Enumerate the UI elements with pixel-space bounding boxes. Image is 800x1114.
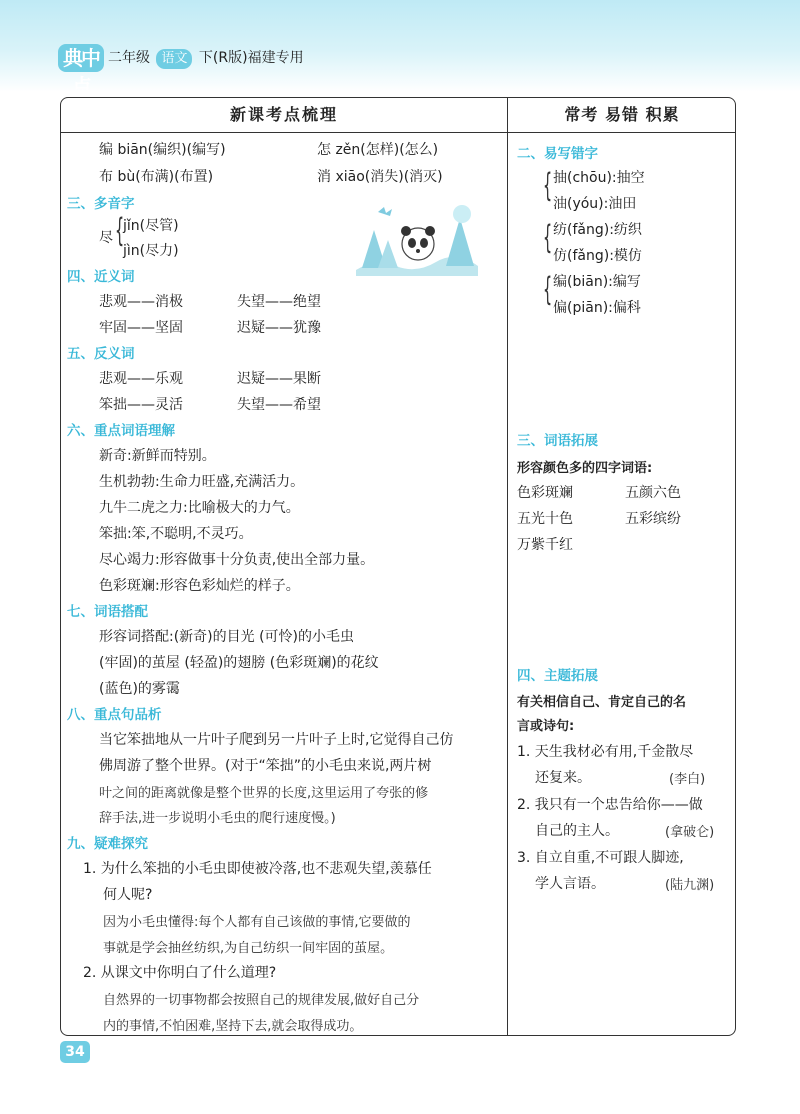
pinyin-item: 消 xiāo(消失)(消灭) — [317, 169, 443, 185]
section-title-error-prone: 二、易写错字 — [517, 146, 598, 162]
quote-author: (陆九渊) — [665, 878, 715, 893]
word-definition: 新奇:新鲜而特别。 — [99, 448, 216, 464]
antonym-pair: 笨拙——灵活 — [99, 397, 183, 413]
word-definition: 笨拙:笨,不聪明,不灵巧。 — [99, 526, 253, 542]
word-definition: 九牛二虎之力:比喻极大的力气。 — [99, 500, 300, 516]
sentence-note: 辞手法,进一步说明小毛虫的爬行速度慢。) — [99, 811, 336, 826]
brace-icon: { — [115, 211, 125, 249]
synonym-pair: 迟疑——犹豫 — [237, 320, 321, 336]
brace-icon: { — [543, 218, 553, 256]
synonym-pair: 失望——绝望 — [237, 294, 321, 310]
quote-author: (李白) — [669, 772, 706, 787]
idiom: 色彩斑斓 — [517, 485, 573, 501]
brand-logo: 典中点 — [58, 44, 104, 72]
answer: 因为小毛虫懂得:每个人都有自己该做的事情,它要做的 — [103, 915, 411, 930]
word-definition: 尽心竭力:形容做事十分负责,使出全部力量。 — [99, 552, 375, 568]
sentence-line: 当它笨拙地从一片叶子爬到另一片叶子上时,它觉得自己仿 — [99, 732, 454, 748]
section-title-theme-expansion: 四、主题拓展 — [517, 668, 598, 684]
pinyin-item: 编 biān(编织)(编写) — [99, 142, 226, 158]
left-column-title: 新课考点梳理 — [229, 105, 338, 124]
quote-line: 自己的主人。 — [535, 823, 619, 839]
idiom: 万紫千红 — [517, 537, 573, 553]
section-title-antonyms: 五、反义词 — [67, 346, 135, 362]
char-item: 偏(piān):偏科 — [553, 300, 641, 316]
answer: 内的事情,不怕困难,坚持下去,就会取得成功。 — [103, 1019, 363, 1034]
word-definition: 生机勃勃:生命力旺盛,充满活力。 — [99, 474, 305, 490]
char-item: 油(yóu):油田 — [553, 196, 637, 212]
char-item: 编(biān):编写 — [553, 274, 641, 290]
word-definition: 色彩斑斓:形容色彩灿烂的样子。 — [99, 578, 300, 594]
panda-illustration — [356, 200, 478, 276]
page-number: 34 — [60, 1041, 90, 1063]
section-title-key-words: 六、重点词语理解 — [67, 423, 175, 439]
section-title-inquiry: 九、疑难探究 — [67, 836, 148, 852]
section-title-synonyms: 四、近义词 — [67, 269, 135, 285]
idiom: 五颜六色 — [625, 485, 681, 501]
answer: 事就是学会抽丝纺织,为自己纺织一间牢固的茧屋。 — [103, 941, 394, 956]
right-column — [513, 134, 733, 1034]
section-title-sentence-analysis: 八、重点句品析 — [67, 707, 162, 723]
expansion-subtitle: 形容颜色多的四字词语: — [517, 461, 653, 476]
question: 1. 为什么笨拙的小毛虫即使被冷落,也不悲观失望,羡慕任 — [83, 861, 432, 877]
synonym-pair: 牢固——坚固 — [99, 320, 183, 336]
column-divider — [507, 98, 508, 1035]
question: 何人呢? — [103, 887, 153, 903]
antonym-pair: 失望——希望 — [237, 397, 321, 413]
char-item: 抽(chōu):抽空 — [553, 170, 645, 186]
antonym-pair: 悲观——乐观 — [99, 371, 183, 387]
quote-line: 2. 我只有一个忠告给你——做 — [517, 797, 703, 813]
pinyin-item: 怎 zěn(怎样)(怎么) — [317, 142, 439, 158]
header-title — [108, 48, 304, 69]
antonym-pair: 迟疑——果断 — [237, 371, 321, 387]
content-frame — [60, 97, 736, 1036]
quote-line: 3. 自立自重,不可跟人脚迹, — [517, 850, 684, 866]
polyphone-reading: jìn(尽力) — [123, 243, 179, 259]
brace-icon: { — [543, 270, 553, 308]
polyphone-reading: jǐn(尽管) — [123, 218, 179, 234]
idiom: 五光十色 — [517, 511, 573, 527]
theme-subtitle: 言或诗句: — [517, 719, 575, 734]
theme-subtitle: 有关相信自己、肯定自己的名 — [517, 695, 687, 710]
section-title-polyphone: 三、多音字 — [67, 196, 135, 212]
collocation-line: (牢固)的茧屋 (轻盈)的翅膀 (色彩斑斓)的花纹 — [99, 655, 379, 671]
quote-author: (拿破仑) — [665, 825, 715, 840]
collocation-line: 形容词搭配:(新奇)的目光 (可怜)的小毛虫 — [99, 629, 355, 645]
section-title-word-expansion: 三、词语拓展 — [517, 433, 598, 449]
header-band — [0, 0, 800, 92]
pinyin-item: 布 bù(布满)(布置) — [99, 169, 214, 185]
quote-line: 还复来。 — [535, 770, 591, 786]
sentence-line: 佛周游了整个世界。(对于“笨拙”的小毛虫来说,两片树 — [99, 758, 432, 774]
char-item: 纺(fǎng):纺织 — [553, 222, 642, 238]
collocation-line: (蓝色)的雾霭 — [99, 681, 180, 697]
right-column-title: 常考 易错 积累 — [564, 105, 680, 124]
sentence-note: 叶之间的距离就像是整个世界的长度,这里运用了夸张的修 — [99, 786, 429, 801]
question: 2. 从课文中你明白了什么道理? — [83, 965, 277, 981]
synonym-pair: 悲观——消极 — [99, 294, 183, 310]
quote-line: 1. 天生我材必有用,千金散尽 — [517, 744, 694, 760]
polyphone-char: 尽 — [99, 230, 113, 246]
brace-icon: { — [543, 166, 553, 204]
left-column — [61, 134, 507, 1034]
edition-label: 下(R版)福建专用 — [198, 50, 304, 66]
quote-line: 学人言语。 — [535, 876, 605, 892]
subject-badge: 语文 — [156, 49, 192, 69]
char-item: 仿(fǎng):模仿 — [553, 248, 642, 264]
idiom: 五彩缤纷 — [625, 511, 681, 527]
grade-label: 二年级 — [108, 50, 150, 66]
column-headers — [61, 98, 735, 133]
section-title-collocation: 七、词语搭配 — [67, 604, 148, 620]
answer: 自然界的一切事物都会按照自己的规律发展,做好自己分 — [103, 993, 420, 1008]
